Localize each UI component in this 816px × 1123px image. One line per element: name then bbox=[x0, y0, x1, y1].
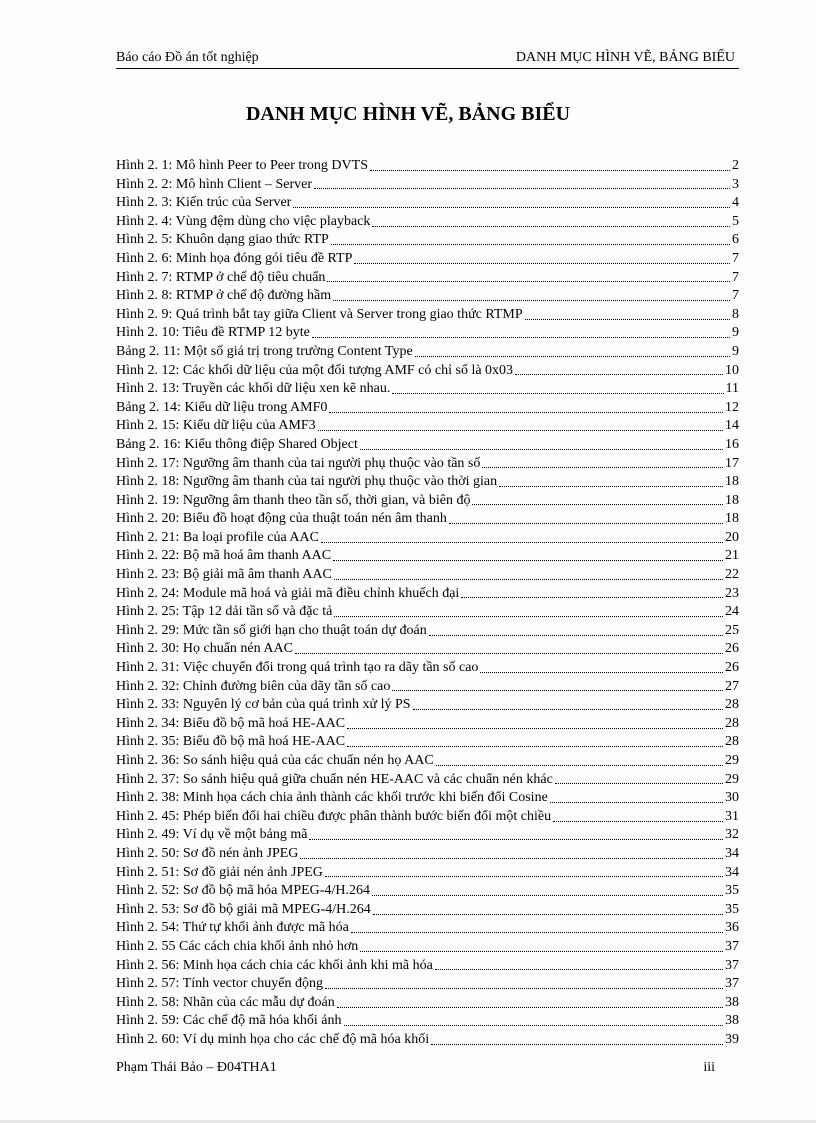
toc-entry-page: 12 bbox=[725, 399, 739, 415]
toc-entry-title: Hình 2. 49: Ví dụ về một bảng mã bbox=[116, 827, 308, 843]
dot-leader bbox=[499, 486, 723, 487]
toc-entry-page: 21 bbox=[725, 548, 739, 564]
toc-entry-page: 7 bbox=[732, 269, 739, 285]
dot-leader bbox=[327, 281, 730, 282]
toc-entry[interactable] bbox=[116, 975, 739, 994]
toc-entry-page: 11 bbox=[725, 381, 739, 397]
toc-entry[interactable] bbox=[116, 659, 739, 678]
dot-leader bbox=[325, 988, 723, 989]
dot-leader bbox=[431, 1044, 723, 1045]
toc-entry[interactable] bbox=[116, 492, 739, 511]
dot-leader bbox=[337, 1007, 723, 1008]
toc-entry[interactable] bbox=[116, 771, 739, 790]
toc-entry-title: Hình 2. 4: Vùng đệm dùng cho việc playback bbox=[116, 213, 371, 229]
toc-entry-title: Bảng 2. 11: Một số giá trị trong trường Content Type bbox=[116, 343, 413, 359]
toc-entry-title: Hình 2. 35: Biểu đồ bộ mã hoá HE-AAC bbox=[116, 734, 346, 750]
dot-leader bbox=[309, 839, 723, 840]
toc-entry[interactable] bbox=[116, 919, 739, 938]
toc-entry[interactable] bbox=[116, 250, 739, 269]
toc-entry-title: Hình 2. 22: Bộ mã hoá âm thanh AAC bbox=[116, 548, 332, 564]
dot-leader bbox=[360, 449, 723, 450]
toc-entry-title: Hình 2. 50: Sơ đồ nén ảnh JPEG bbox=[116, 845, 299, 861]
toc-entry-title: Hình 2. 56: Minh họa cách chia các khối ảnh khi mã hóa bbox=[116, 957, 433, 973]
toc-entry[interactable] bbox=[116, 269, 739, 288]
toc-entry[interactable] bbox=[116, 864, 739, 883]
toc-entry-page: 4 bbox=[732, 195, 739, 211]
toc-entry-title: Hình 2. 5: Khuôn dạng giao thức RTP bbox=[116, 232, 329, 248]
toc-entry-page: 10 bbox=[725, 362, 739, 378]
toc-entry-page: 17 bbox=[725, 455, 739, 471]
toc-entry-page: 6 bbox=[732, 232, 739, 248]
toc-entry-page: 25 bbox=[725, 622, 739, 638]
toc-entry-title: Hình 2. 20: Biểu đồ hoạt động của thuật toán nén âm thanh bbox=[116, 511, 447, 527]
toc-entry-title: Bảng 2. 16: Kiểu thông điệp Shared Object bbox=[116, 436, 358, 452]
dot-leader bbox=[312, 337, 730, 338]
toc-entry[interactable] bbox=[116, 994, 739, 1013]
toc-entry[interactable] bbox=[116, 845, 739, 864]
toc-entry-page: 36 bbox=[725, 920, 739, 936]
figure-list bbox=[116, 157, 739, 1050]
toc-entry[interactable] bbox=[116, 324, 739, 343]
toc-entry-page: 2 bbox=[732, 158, 739, 173]
dot-leader bbox=[472, 504, 723, 505]
toc-entry-title: Hình 2. 6: Minh họa đóng gói tiêu đề RTP bbox=[116, 250, 353, 266]
toc-entry[interactable] bbox=[116, 957, 739, 976]
toc-entry-page: 8 bbox=[732, 306, 739, 322]
toc-entry[interactable] bbox=[116, 826, 739, 845]
dot-leader bbox=[321, 542, 723, 543]
toc-entry-title: Hình 2. 54: Thứ tự khối ảnh được mã hóa bbox=[116, 920, 349, 936]
toc-entry-title: Hình 2. 10: Tiêu đề RTMP 12 byte bbox=[116, 325, 310, 341]
toc-entry[interactable] bbox=[116, 752, 739, 771]
toc-entry-page: 30 bbox=[725, 790, 739, 806]
dot-leader bbox=[325, 876, 723, 877]
dot-leader bbox=[295, 653, 723, 654]
toc-entry-title: Hình 2. 25: Tập 12 dải tần số và đặc tả bbox=[116, 604, 333, 620]
toc-entry[interactable] bbox=[116, 585, 739, 604]
toc-entry-title: Hình 2. 45: Phép biến đổi hai chiều được phân thành bước biến đổi một chiều bbox=[116, 808, 552, 824]
toc-entry-title: Hình 2. 52: Sơ đồ bộ mã hóa MPEG-4/H.264 bbox=[116, 883, 370, 899]
toc-entry[interactable] bbox=[116, 901, 739, 920]
toc-entry-title: Hình 2. 31: Việc chuyển đổi trong quá trình tạo ra dãy tần số cao bbox=[116, 660, 479, 676]
toc-entry[interactable] bbox=[116, 399, 739, 418]
toc-entry-page: 34 bbox=[725, 845, 739, 861]
toc-entry-page: 37 bbox=[725, 957, 739, 973]
toc-entry-page: 22 bbox=[725, 567, 739, 583]
toc-entry-page: 37 bbox=[725, 976, 739, 992]
toc-entry-title: Hình 2. 23: Bộ giải mã âm thanh AAC bbox=[116, 567, 332, 583]
toc-entry[interactable] bbox=[116, 306, 739, 325]
dot-leader bbox=[436, 765, 723, 766]
toc-entry-page: 34 bbox=[725, 864, 739, 880]
toc-entry-page: 38 bbox=[725, 994, 739, 1010]
toc-entry[interactable] bbox=[116, 603, 739, 622]
toc-entry[interactable] bbox=[116, 808, 739, 827]
toc-entry-page: 35 bbox=[725, 883, 739, 899]
toc-entry-page: 37 bbox=[725, 938, 739, 954]
toc-entry-page: 9 bbox=[732, 343, 739, 359]
dot-leader bbox=[525, 319, 730, 320]
toc-entry-title: Hình 2. 38: Minh họa cách chia ảnh thành các khối trước khi biến đổi Cosine bbox=[116, 790, 548, 806]
toc-entry-page: 9 bbox=[732, 325, 739, 341]
toc-entry-title: Hình 2. 59: Các chế độ mã hóa khối ảnh bbox=[116, 1013, 342, 1029]
toc-entry[interactable] bbox=[116, 380, 739, 399]
toc-entry[interactable] bbox=[116, 510, 739, 529]
dot-leader bbox=[480, 672, 723, 673]
toc-entry-page: 16 bbox=[725, 436, 739, 452]
dot-leader bbox=[435, 969, 723, 970]
toc-entry-title: Hình 2. 55 Các cách chia khối ảnh nhỏ hơn bbox=[116, 938, 359, 954]
toc-entry-title: Hình 2. 9: Quá trình bắt tay giữa Client và Server trong giao thức RTMP bbox=[116, 306, 523, 322]
dot-leader bbox=[334, 616, 723, 617]
toc-entry[interactable] bbox=[116, 622, 739, 641]
dot-leader bbox=[461, 597, 723, 598]
toc-entry[interactable] bbox=[116, 566, 739, 585]
toc-entry-title: Hình 2. 51: Sơ đồ giải nén ảnh JPEG bbox=[116, 864, 323, 880]
dot-leader bbox=[360, 951, 723, 952]
toc-entry[interactable] bbox=[116, 938, 739, 957]
toc-entry-page: 18 bbox=[725, 492, 739, 508]
dot-leader bbox=[392, 393, 723, 394]
dot-leader bbox=[293, 207, 730, 208]
dot-leader bbox=[413, 709, 723, 710]
toc-entry-title: Bảng 2. 14: Kiểu dữ liệu trong AMF0 bbox=[116, 399, 328, 415]
toc-entry[interactable] bbox=[116, 529, 739, 548]
toc-entry-page: 35 bbox=[725, 901, 739, 917]
dot-leader bbox=[372, 226, 730, 227]
toc-entry-title: Hình 2. 13: Truyền các khối dữ liệu xen kẽ nhau. bbox=[116, 381, 391, 397]
toc-entry-title: Hình 2. 58: Nhãn của các mẫu dự đoán bbox=[116, 994, 335, 1010]
header-right-text: DANH MỤC HÌNH VẼ, BẢNG BIỂU bbox=[515, 50, 735, 65]
toc-entry-page: 3 bbox=[732, 176, 739, 192]
toc-entry[interactable] bbox=[116, 194, 739, 213]
toc-entry-page: 26 bbox=[725, 641, 739, 657]
toc-entry-title: Hình 2. 37: So sánh hiệu quả giữa chuẩn nén HE-AAC và các chuẩn nén khác bbox=[116, 771, 553, 787]
dot-leader bbox=[370, 170, 730, 171]
dot-leader bbox=[550, 802, 723, 803]
dot-leader bbox=[347, 728, 723, 729]
dot-leader bbox=[333, 300, 730, 301]
toc-entry-title: Hình 2. 19: Ngưỡng âm thanh theo tần số, thời gian, và biên độ bbox=[116, 492, 471, 508]
toc-entry-page: 23 bbox=[725, 585, 739, 601]
toc-entry-title: Hình 2. 15: Kiểu dữ liệu của AMF3 bbox=[116, 418, 316, 434]
toc-entry-page: 26 bbox=[725, 660, 739, 676]
page-header bbox=[116, 50, 739, 69]
toc-entry[interactable] bbox=[116, 547, 739, 566]
dot-leader bbox=[372, 895, 723, 896]
toc-entry[interactable] bbox=[116, 640, 739, 659]
toc-entry-title: Hình 2. 21: Ba loại profile của AAC bbox=[116, 529, 319, 545]
dot-leader bbox=[300, 858, 723, 859]
dot-leader bbox=[354, 263, 730, 264]
toc-entry-title: Hình 2. 7: RTMP ở chế độ tiêu chuẩn bbox=[116, 269, 326, 285]
toc-entry[interactable] bbox=[116, 343, 739, 362]
toc-entry[interactable] bbox=[116, 1031, 739, 1050]
toc-entry-page: 28 bbox=[725, 697, 739, 713]
dot-leader bbox=[333, 560, 723, 561]
dot-leader bbox=[347, 746, 723, 747]
toc-entry-page: 39 bbox=[725, 1031, 739, 1047]
toc-entry[interactable] bbox=[116, 176, 739, 195]
toc-entry-page: 27 bbox=[725, 678, 739, 694]
toc-entry-page: 5 bbox=[732, 213, 739, 229]
toc-entry[interactable] bbox=[116, 715, 739, 734]
toc-entry-page: 28 bbox=[725, 715, 739, 731]
toc-entry-title: Hình 2. 32: Chỉnh đường biên của dãy tần số cao bbox=[116, 678, 391, 694]
dot-leader bbox=[318, 430, 723, 431]
toc-entry[interactable] bbox=[116, 417, 739, 436]
dot-leader bbox=[553, 821, 723, 822]
toc-entry-page: 29 bbox=[725, 771, 739, 787]
toc-entry-title: Hình 2. 3: Kiến trúc của Server bbox=[116, 195, 292, 211]
toc-entry[interactable] bbox=[116, 157, 739, 176]
toc-entry-title: Hình 2. 34: Biểu đồ bộ mã hoá HE-AAC bbox=[116, 715, 346, 731]
toc-entry[interactable] bbox=[116, 696, 739, 715]
toc-entry-title: Hình 2. 24: Module mã hoá và giải mã điều chỉnh khuếch đại bbox=[116, 585, 460, 601]
toc-entry-title: Hình 2. 36: So sánh hiệu quả của các chuẩn nén họ AAC bbox=[116, 753, 434, 768]
toc-entry-title: Hình 2. 12: Các khối dữ liệu của một đối tượng AMF có chỉ số là 0x03 bbox=[116, 362, 514, 378]
toc-entry-title: Hình 2. 53: Sơ đồ bộ giải mã MPEG-4/H.264 bbox=[116, 901, 371, 917]
toc-entry[interactable] bbox=[116, 789, 739, 808]
toc-entry-title: Hình 2. 57: Tính vector chuyển động bbox=[116, 976, 323, 992]
toc-entry-title: Hình 2. 8: RTMP ở chế độ đường hầm bbox=[116, 288, 332, 304]
page-number: iii bbox=[703, 1060, 715, 1075]
toc-entry-page: 31 bbox=[725, 808, 739, 824]
toc-entry-title: Hình 2. 18: Ngưỡng âm thanh của tai người phụ thuộc vào thời gian bbox=[116, 474, 498, 490]
toc-entry-title: Hình 2. 1: Mô hình Peer to Peer trong DVTS bbox=[116, 158, 368, 173]
dot-leader bbox=[515, 374, 723, 375]
toc-entry[interactable] bbox=[116, 882, 739, 901]
dot-leader bbox=[334, 579, 723, 580]
toc-entry-title: Hình 2. 2: Mô hình Client – Server bbox=[116, 176, 312, 192]
toc-entry-page: 38 bbox=[725, 1013, 739, 1029]
toc-entry[interactable] bbox=[116, 1012, 739, 1031]
dot-leader bbox=[329, 412, 723, 413]
dot-leader bbox=[415, 356, 730, 357]
dot-leader bbox=[373, 914, 723, 915]
dot-leader bbox=[429, 635, 723, 636]
dot-leader bbox=[449, 523, 723, 524]
toc-entry-page: 28 bbox=[725, 734, 739, 750]
toc-entry[interactable] bbox=[116, 455, 739, 474]
toc-entry-title: Hình 2. 29: Mức tần số giới hạn cho thuật toán dự đoán bbox=[116, 622, 427, 638]
toc-entry[interactable] bbox=[116, 678, 739, 697]
toc-entry[interactable] bbox=[116, 436, 739, 455]
dot-leader bbox=[351, 932, 723, 933]
toc-entry[interactable] bbox=[116, 213, 739, 232]
toc-entry-page: 20 bbox=[725, 529, 739, 545]
toc-entry-page: 29 bbox=[725, 753, 739, 768]
footer-author: Phạm Thái Bảo – Đ04THA1 bbox=[116, 1060, 277, 1075]
dot-leader bbox=[482, 467, 723, 468]
dot-leader bbox=[314, 188, 730, 189]
toc-entry[interactable] bbox=[116, 287, 739, 306]
toc-entry[interactable] bbox=[116, 733, 739, 752]
dot-leader bbox=[392, 690, 723, 691]
toc-entry-page: 18 bbox=[725, 474, 739, 490]
toc-entry-page: 14 bbox=[725, 418, 739, 434]
dot-leader bbox=[344, 1025, 723, 1026]
toc-entry[interactable] bbox=[116, 473, 739, 492]
header-left-text: Báo cáo Đồ án tốt nghiệp bbox=[116, 50, 259, 65]
toc-entry-title: Hình 2. 60: Ví dụ minh họa cho các chế độ mã hóa khối bbox=[116, 1031, 430, 1047]
toc-entry-page: 32 bbox=[725, 827, 739, 843]
toc-entry-page: 7 bbox=[732, 250, 739, 266]
toc-entry-page: 7 bbox=[732, 288, 739, 304]
toc-entry[interactable] bbox=[116, 362, 739, 381]
dot-leader bbox=[555, 783, 723, 784]
toc-entry-title: Hình 2. 17: Ngưỡng âm thanh của tai người phụ thuộc vào tần số bbox=[116, 455, 481, 471]
toc-entry-page: 24 bbox=[725, 604, 739, 620]
page-title: DANH MỤC HÌNH VẼ, BẢNG BIỂU bbox=[245, 103, 571, 125]
toc-entry[interactable] bbox=[116, 231, 739, 250]
toc-entry-title: Hình 2. 30: Họ chuẩn nén AAC bbox=[116, 641, 293, 657]
toc-entry-page: 18 bbox=[725, 511, 739, 527]
toc-entry-title: Hình 2. 33: Nguyên lý cơ bản của quá trình xử lý PS bbox=[116, 697, 411, 713]
dot-leader bbox=[331, 244, 730, 245]
